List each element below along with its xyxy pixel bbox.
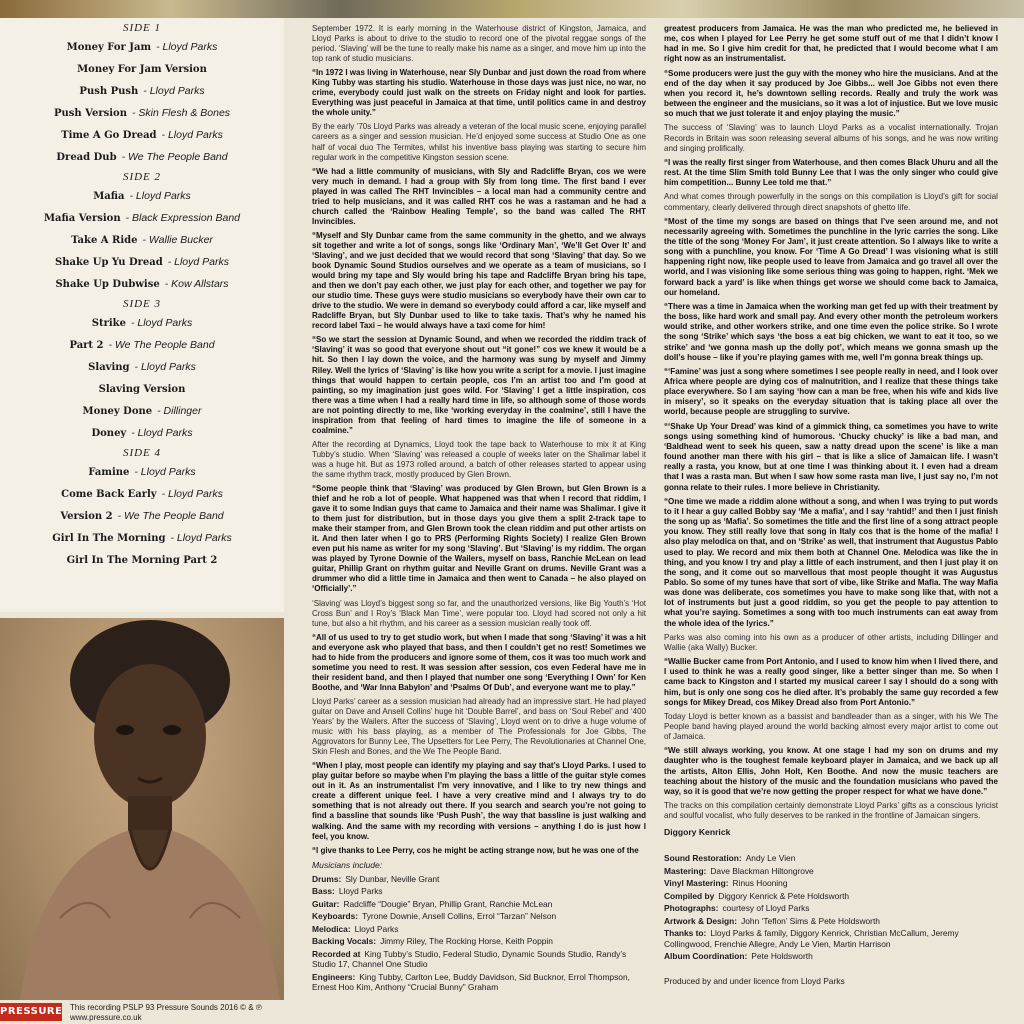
side-heading: SIDE 1 [122, 22, 162, 34]
credit-row [312, 972, 646, 993]
track-title: Famine [88, 467, 130, 478]
tracklist-panel [0, 18, 284, 612]
track-title: Money For Jam [66, 42, 152, 53]
credit-row [664, 951, 998, 962]
narrative-paragraph: After the recording at Dynamics, Lloyd took the tape back to Waterhouse to mix it at King Tubby’s studio. When ‘Slaving’ was released a couple of weeks later on the Shalimar label it was a huge hit. But as 1973 rolled around, a batch of other releases started to appear using the same rhythm track, mostly produced by Glen Brown. [312, 439, 646, 479]
credit-label: Melodica: [312, 923, 351, 934]
narrative-paragraph: And what comes through powerfully in the songs on this compilation is Lloyd’s gift for social commentary, clearly delivered through direct snapshots of ghetto life. [664, 192, 998, 212]
track-artist: - Lloyd Parks [156, 41, 218, 53]
track-title: Shake Up Dubwise [55, 279, 160, 290]
track-artist: - Lloyd Parks [170, 532, 232, 544]
track-row [0, 79, 284, 101]
author-signature: Diggory Kenrick [664, 827, 731, 838]
credit-row [312, 899, 646, 910]
credit-value: Diggory Kenrick & Pete Holdsworth [718, 890, 850, 901]
track-title: Girl In The Morning [52, 533, 166, 544]
credit-label: Vinyl Mastering: [664, 878, 729, 889]
track-row [0, 482, 284, 504]
quote-paragraph: “I give thanks to Lee Perry, cos he might be acting strange now, but he was one of the [312, 845, 639, 855]
track-artist: - Lloyd Parks [134, 466, 196, 478]
track-artist: - Lloyd Parks [130, 317, 193, 329]
quote-paragraph: “One time we made a riddim alone without a song, and when I was trying to put words to it I hear a guy called Bobby say ‘Me a mafia’, and I say ‘rahtid!’ and then I just finish the song up as ‘Mafia’. So sometimes the title and the first line of a song attract people you know. They still really love that song in Italy cos that is the home of the mafia! I also play melodica on that, and on ‘Strike’ as well, that instrument that Augustus Pablo used to play. We record and mix them both at Channel One. Melodica was like the in thing, and you know I try and play a little of each instrument, and then I just play it on the song, and it come out so marvellous that most people thought it was Augustus Pablo. So some of my tunes have that sort of vibe, like Strike and Mafia. The way Mafia was done was deliberate, cos sometimes you have to make song like that, with not a lot of instruments but just a good riddim, so you get the people to pay attention to what you’re saying. Sometimes a song with too much instruments can eat away from the whole idea of the lyrics.” [664, 496, 998, 628]
quote-paragraph: “When I play, most people can identify my playing and say that’s Lloyd Parks. I used to play guitar before so maybe when I’m playing the bass a little of the guitar style comes out in it. As an instrumentalist I’m very innovative, and I like to try new things and create a different unique feel. I have a very creative mind and I always try to do something that is not already out there. If you search and search you’re not going to find a bassline that sounds like ‘Push Push’, the way that bassline is just walking and walking. And the same with my recording with versions – anything I do is just how I feel, you know. [312, 761, 646, 841]
track-row [0, 272, 284, 294]
credit-value: Sly Dunbar, Neville Grant [345, 873, 440, 884]
credit-value: John ‘Teflon’ Sims & Pete Holdsworth [741, 915, 880, 926]
track-title: Shake Up Yu Dread [54, 257, 163, 268]
track-artist: - Lloyd Parks [161, 488, 223, 500]
track-row [0, 399, 284, 421]
quote-paragraph: “Myself and Sly Dunbar came from the same community in the ghetto, and we always sit together and write a lot of songs, songs like ‘Ordinary Man’, ‘We’ll Get Over It’ and ‘Slaving’, and we just decided that we would record that song ‘Slaving’ that day. So we book Dynamic Sound Studios ourselves and we operate as a team of musicians, so I would bring my tape and Sly would bring his tape and Radcliffe Bryan bring his tape, and then we don’t pay each other, we just play for each other, and together we pay for our studio time. These guys were studio musicians so everybody have their own car to drive to the studio. We were in demand so everybody could afford a car, like myself and Radcliffe Bryan, but Sly Dunbar used to like to take taxis. That’s why he named his record label Taxi – he would always have a taxi come for him! [312, 230, 646, 331]
track-artist: - Lloyd Parks [129, 190, 191, 202]
credit-label: Drums: [312, 873, 342, 884]
track-row [0, 355, 284, 377]
credit-label: Keyboards: [312, 911, 359, 922]
credit-label: Recorded at [312, 948, 361, 959]
track-row [0, 460, 284, 482]
track-title: Slaving Version [98, 384, 186, 395]
licence-note: Produced by and under licence from Lloyd Parks [664, 975, 845, 986]
track-artist: - We The People Band [121, 151, 228, 163]
track-artist: - Lloyd Parks [131, 427, 193, 439]
track-row [0, 311, 284, 333]
credit-row [312, 886, 646, 897]
liner-column-right [664, 24, 998, 986]
credit-row [312, 936, 646, 947]
track-artist: - We The People Band [117, 510, 224, 522]
pressure-sounds-logo: PRESSURE [0, 1003, 62, 1021]
credit-row [664, 903, 998, 914]
narrative-paragraph: Parks was also coming into his own as a producer of other artists, including Dillinger and Wallie (aka Wally) Bucker. [664, 632, 998, 652]
narrative-paragraph: By the early ’70s Lloyd Parks was already a veteran of the local music scene, enjoying parallel careers as a singer and session musician. He’d enjoyed some success at Studio One as one half of vocal duo The Termites, whilst his inventive bass playing was starting to secure him regular work in the competitive Kingston session scene. [312, 122, 646, 162]
credit-value: King Tubby’s Studio, Federal Studio, Dynamic Sounds Studio, Randy’s Studio 17, Channel One Studio [312, 948, 627, 970]
credit-label: Photographs: [664, 903, 719, 914]
track-row [0, 206, 284, 228]
narrative-paragraph: ‘Slaving’ was Lloyd’s biggest song so far, and the unauthorized versions, like Big Youth’s ‘Hot Cross Bun’ and I Roy’s ‘Black Man Time’, were popular too. Lloyd had scored not only a hit tune, but also a hit rhythm, and his career as a session musician really took off. [312, 598, 646, 628]
quote-paragraph: “Wallie Bucker came from Port Antonio, and I used to know him when I lived there, and I used to think he was a really good singer, like a better singer than me. So when I came back to Kingston and I started my musical career I say I should do a song with him, but is only one song cos he died after. It’s probably the same guy recorded a few songs for Mikey Dread, cos Mikey Dread also from Port Antonio.” [664, 657, 998, 707]
track-title: Version 2 [60, 511, 113, 522]
track-row [0, 504, 284, 526]
credit-label: Engineers: [312, 971, 356, 982]
track-artist: - Wallie Bucker [142, 234, 213, 246]
quote-paragraph: “We still always working, you know. At one stage I had my son on drums and my daughter who is the toughest female keyboard player in Jamaica, and we back up all the artists, Alton Ellis, John Holt, Ken Boothe. And now the music teachers are teaching about the history of the music and the foundation musicians who paved the way, so it is good that we’re now getting the proper respect for what we have done.” [664, 746, 998, 796]
track-row [0, 184, 284, 206]
quote-paragraph: “‘Famine’ was just a song where sometimes I see people really in need, and I look over Africa where people are dying cos of malnutrition, and I realize that these things take place everywhere. So I am saying ‘how can a man be free, when his wife and kids live in misery’, so it speaks on the everyday situation that is taking place all over the world, because people are struggling to survive. [664, 366, 998, 417]
narrative-paragraph: September 1972. It is early morning in the Waterhouse district of Kingston, Jamaica, and Lloyd Parks is about to drive to the studio to record one of the pivotal reggae songs of the period. ‘Slaving’ will be the tune to really make his name as a singer, and move him up into the top rank of studio musicians. [312, 24, 646, 64]
credit-label: Backing Vocals: [312, 936, 377, 947]
credit-value: Andy Le Vien [745, 853, 796, 864]
quote-paragraph: “We had a little community of musicians, with Sly and Radcliffe Bryan, cos we were very much in demand. I had a group with Sly from long time. The first band I ever played in was called The RHT Invincibles – a local man had a community centre and tried to help musicians, and it was called RHT cos he was a rastaman and he had a church called the ‘Rainbow Healing Temple’, so the band was called The RHT Invincibles. [312, 166, 646, 226]
track-row [0, 421, 284, 443]
track-title: Take A Ride [71, 235, 138, 246]
track-row [0, 101, 284, 123]
footer-website[interactable]: www.pressure.co.uk [70, 1013, 142, 1022]
narrative-paragraph: Lloyd Parks’ career as a session musician had already had an impressive start. He had played guitar on Dave and Ansell Collins’ huge hit ‘Double Barrel’, and bass on ‘Soul Rebel’ and ‘400 Years’ by the Wailers. After the success of ‘Slaving’, Lloyd went on to drive a huge volume of music with his bass playing, as a member of The Professionals for Joe Gibbs, The Aggrovators for Bunny Lee, The Upsetters for Lee Perry, The Revolutionaries at Channel One, Skin Flesh and Bones, and the We The People Band. [312, 696, 646, 757]
credit-row [312, 924, 646, 935]
quote-paragraph: “In 1972 I was living in Waterhouse, near Sly Dunbar and just down the road from where King Tubby was starting his studio. Waterhouse in those days was just nice, no war, no crime, everybody could just walk on the streets on Friday night and look for parties. Everything was just peaceful in Jamaica at that time, until politics came in and destroy the whole unity.” [312, 68, 646, 118]
credit-value: courtesy of Lloyd Parks [722, 903, 810, 914]
track-title: Come Back Early [61, 489, 157, 500]
credit-row [312, 874, 646, 885]
quote-paragraph: “Some producers were just the guy with the money who hire the musicians. And at the end of the day when it say produced by Joe Gibbs... well Joe Gibbs not even there when you record it, he’s downtown selling records. Really and truly the work was between the engineer and the musicians, so it was a lot of injustice. But we love music so much that we just tolerate it and enjoy playing the music.” [664, 68, 998, 119]
track-title: Time A Go Dread [61, 130, 157, 141]
credit-value: Lloyd Parks [354, 923, 399, 934]
production-credits [664, 853, 998, 962]
quote-paragraph: greatest producers from Jamaica. He was the man who predicted me, he believed in me, cos when I played for Lee Perry he get some stuff out of me that I didn’t know I had in me. So I give him credit for that, he predicted that I would become what I am right now as an instrumentalist. [664, 24, 998, 64]
track-title: Doney [91, 428, 127, 439]
track-artist: - Skin Flesh & Bones [131, 107, 231, 119]
track-title: Push Push [79, 86, 139, 97]
track-title: Strike [91, 318, 126, 329]
track-artist: - Dillinger [157, 405, 202, 417]
quote-paragraph: “So we start the session at Dynamic Sound, and when we recorded the riddim track of ‘Slaving’ it was so good that everyone shout out “it gone!” cos we knew it would be a hit. So then I lay down the voice, and the harmony was sung by myself and Jimmy Riley. Well the lyrics of ‘Slaving’ is like how you write a script for a movie. I just imagine things that would happen to certain people, cos I’m an artist too and I’m good at painting, so my imagination just goes wild. For ‘Slaving’ I get a little inspiration, cos there was a time when I had a really hard time in life, so although some of those words are not pointing directly to me, like ‘working everyday in the coalmine’, still I have the inspiration from that feeling of hard times to imagine the life of someone in a coalmine.” [312, 335, 646, 435]
side-heading: SIDE 3 [122, 298, 162, 310]
credit-value: Pete Holdsworth [751, 951, 813, 962]
track-title: Part 2 [69, 340, 104, 351]
credit-value: Radcliffe “Dougie” Bryan, Phillip Grant, Ranchie McLean [343, 898, 553, 909]
track-title: Mafia [93, 191, 125, 202]
track-title: Slaving [88, 362, 130, 373]
credit-label: Compiled by [664, 890, 715, 901]
narrative-paragraph: The success of ‘Slaving’ was to launch Lloyd Parks as a vocalist internationally. Trojan Records in Britain was soon releasing several albums of his songs, and he was now writing and singing prolifically. [664, 123, 998, 153]
track-artist: - Lloyd Parks [143, 85, 205, 97]
credit-label: Mastering: [664, 865, 707, 876]
track-row [0, 57, 284, 79]
narrative-paragraph: The tracks on this compilation certainly demonstrate Lloyd Parks’ gifts as a conscious lyricist and soulful vocalist, who fully deserves to be ranked in the frontline of Jamaican singers. [664, 801, 998, 821]
track-title: Dread Dub [56, 152, 117, 163]
track-artist: - Black Expression Band [125, 212, 240, 224]
track-row [0, 123, 284, 145]
quote-paragraph: “There was a time in Jamaica when the working man get fed up with their treatment by the boss, like hard work and small pay. And every other month the petroleum workers would strike, and other workers strike, and one time even the police strike. So I wrote the song ‘Strike’ which says ‘the boss a eat big chicken, we want to eat it too, so we strike’ and ‘we gonna mash up the dolly pot’, which means we gonna smash up the doll’s house – like if you’re playing games with me, well I’m gonna break things up. [664, 301, 998, 362]
quote-paragraph: “‘Shake Up Your Dread’ was kind of a gimmick thing, ca sometimes you have to write songs using something kind of humorous. ‘Chucky chucky’ is like a bad man, and ‘Baldhead went to seek his queen, saw a natty dread upon the scene’ is like a man found another man there with his girl – that is like a slice of Jamaican life. I wasn’t really a rasta, you know, but at one time I was thinking about it. I even had a dream that I was a rasta man. But when I saw how some rasta man live, I just say no, I’m not gonna relate to their rules. I more believe in Christianity. [664, 421, 998, 492]
track-row [0, 548, 284, 570]
footer [0, 1000, 290, 1024]
credit-value: Rinus Hooning [732, 878, 788, 889]
credit-label: Guitar: [312, 898, 340, 909]
track-title: Push Version [53, 108, 127, 119]
credit-label: Bass: [312, 886, 335, 897]
track-title: Girl In The Morning Part 2 [66, 555, 218, 566]
quote-paragraph: “All of us used to try to get studio work, but when I made that song ‘Slaving’ it was a hit and everyone ask who played that bass, and then I couldn’t get no rest! Sometimes we had to hide from the producers and ignore some of them, cos it was too much work and sometime you need to rest. It was session after session, cos even Federal have me in their resident band, and then I played that number one song ‘Everything I Own’ for Ken Boothe, and ‘War Inna Babylon’ and ‘Psalms Of Dub’, and everyone want me to play.” [312, 632, 646, 692]
artist-photo [0, 618, 284, 1000]
track-artist: - Lloyd Parks [161, 129, 223, 141]
credit-value: Dave Blackman Hiltongrove [710, 865, 814, 876]
side-heading: SIDE 2 [122, 171, 162, 183]
quote-paragraph: “Most of the time my songs are based on things that I’ve seen around me, and not necessarily agreeing with. Sometimes the punchline in the lyric carries the song. Like the title of the song ‘Money For Jam’, it just create attention. So I always like to write a song with a punchline, you know. For ‘Time A Go Dread’ I was visioning what is still happening right now, like people used to leave from Jamaica and go travel all over the world, and I was visioning like some serious thing was going to happen, right. ‘Mek we forward back a yard’ is like when things get worse we should come back to Jamaica, our homeland. [664, 216, 998, 297]
credit-row [664, 878, 998, 889]
credit-value: Tyrone Downie, Ansell Collins, Errol “Tarzan” Nelson [362, 911, 557, 922]
top-artwork-strip [0, 0, 1024, 18]
musicians-heading: Musicians include: [312, 859, 383, 870]
credit-label: Artwork & Design: [664, 915, 738, 926]
track-artist: - Lloyd Parks [167, 256, 229, 268]
track-row [0, 250, 284, 272]
liner-notes [312, 24, 1002, 1014]
credit-value: Lloyd Parks & family, Diggory Kenrick, Christian McCallum, Jeremy Collingwood, Frenchie Allegre, Andy Le Vien, Martin Harrison [664, 928, 959, 949]
credit-row [664, 853, 998, 864]
side-heading: SIDE 4 [122, 447, 162, 459]
track-row [0, 228, 284, 250]
portrait-illustration [0, 618, 284, 1000]
musician-credits [312, 874, 646, 993]
track-artist: - Kow Allstars [164, 278, 229, 290]
credit-row [664, 916, 998, 927]
track-row [0, 526, 284, 548]
track-title: Mafia Version [43, 213, 121, 224]
track-row [0, 35, 284, 57]
credit-value: King Tubby, Carlton Lee, Buddy Davidson, Sid Bucknor, Errol Thompson, Ernest Hoo Kim, Anthony “Crucial Bunny” Graham [312, 971, 630, 993]
footer-copyright: This recording PSLP 93 Pressure Sounds 2016 © & ℗ [70, 1003, 262, 1012]
credit-row [312, 911, 646, 922]
credit-label: Sound Restoration: [664, 853, 742, 864]
track-artist: - We The People Band [108, 339, 215, 351]
track-title: Money Done [82, 406, 153, 417]
track-title: Money For Jam Version [77, 64, 207, 75]
quote-paragraph: “I was the really first singer from Waterhouse, and then comes Black Uhuru and all the rest. At the time Slim Smith told Bunny Lee that I was the only singer who could give him competition... Bunny Lee told me that.” [664, 157, 998, 188]
credit-label: Thanks to: [664, 928, 707, 939]
credit-row [664, 866, 998, 877]
narrative-paragraph: Today Lloyd is better known as a bassist and bandleader than as a singer, with his We The People band having played around the world backing almost every major artist to come out of Jamaica. [664, 711, 998, 742]
track-row [0, 145, 284, 167]
liner-column-left [312, 24, 646, 995]
credit-label: Album Coordination: [664, 951, 748, 962]
track-row [0, 377, 284, 399]
credit-row [312, 949, 646, 970]
quote-paragraph: “Some people think that ‘Slaving’ was produced by Glen Brown, but Glen Brown is a thief and he rob a lot of people. What happened was that when I record that riddim, I gave it to some Indian guys that came to Jamaica and their name was Shalimar. I give it to them just for distribution, but in those days you give them a split 2-track tape to make their stamper from, and Glen Brown took the clean riddim and put other artists on it. And then later when I go to PRS (Performing Rights Society) I realize Glen Brown even put his name as writer for my song ‘Slaving’. But ‘Slaving’ is my riddim. The organ was played by Tyrone Downie of the Wailers, myself on bass, Ranchie McLean on lead guitar, Phillip Grant on rhythm guitar and Neville Grant on drums. Neville Grant was a drummer who did a little time in Jamaica and then went to Canada – he also played on ‘Officially’.” [312, 484, 646, 594]
credit-row [664, 928, 998, 949]
track-row [0, 333, 284, 355]
track-artist: - Lloyd Parks [134, 361, 196, 373]
credit-value: Jimmy Riley, The Rocking Horse, Keith Poppin [380, 936, 553, 947]
credit-row [664, 891, 998, 902]
credit-value: Lloyd Parks [338, 886, 383, 897]
